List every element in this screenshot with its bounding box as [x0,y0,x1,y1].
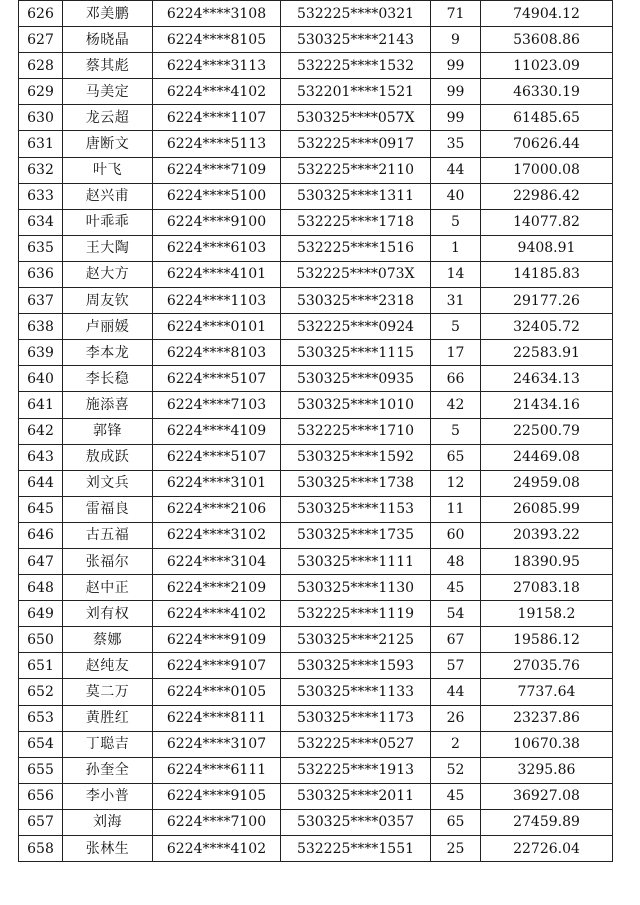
name-cell: 邓美鹏 [63,1,153,27]
amount-cell: 19158.2 [481,601,613,627]
name-cell: 刘海 [63,809,153,835]
row-number-cell: 657 [19,809,63,835]
row-number-cell: 654 [19,731,63,757]
name-cell: 赵纯友 [63,653,153,679]
count-cell: 2 [431,731,481,757]
id-number-cell: 530325****1130 [281,575,431,601]
table-row [19,783,613,809]
id-number-cell: 530325****1311 [281,183,431,209]
count-cell: 44 [431,157,481,183]
count-cell: 67 [431,627,481,653]
table-row [19,809,613,835]
table-row [19,392,613,418]
count-cell: 40 [431,183,481,209]
table-row [19,705,613,731]
id-number-cell: 530325****1593 [281,653,431,679]
row-number-cell: 644 [19,470,63,496]
table-row [19,601,613,627]
bank-card-cell: 6224****2109 [153,575,281,601]
name-cell: 王大陶 [63,235,153,261]
bank-card-cell: 6224****4102 [153,601,281,627]
bank-card-cell: 6224****1103 [153,288,281,314]
row-number-cell: 626 [19,1,63,27]
amount-cell: 61485.65 [481,105,613,131]
id-number-cell: 532225****1710 [281,418,431,444]
table-row [19,261,613,287]
count-cell: 45 [431,783,481,809]
count-cell: 48 [431,548,481,574]
id-number-cell: 530325****1592 [281,444,431,470]
bank-card-cell: 6224****0101 [153,314,281,340]
row-number-cell: 655 [19,757,63,783]
count-cell: 5 [431,209,481,235]
amount-cell: 9408.91 [481,235,613,261]
name-cell: 李本龙 [63,340,153,366]
id-number-cell: 532225****1718 [281,209,431,235]
id-number-cell: 532225****1119 [281,601,431,627]
bank-card-cell: 6224****6103 [153,235,281,261]
table-row [19,366,613,392]
row-number-cell: 643 [19,444,63,470]
amount-cell: 14185.83 [481,261,613,287]
row-number-cell: 634 [19,209,63,235]
bank-card-cell: 6224****1107 [153,105,281,131]
amount-cell: 36927.08 [481,783,613,809]
table-row [19,1,613,27]
amount-cell: 22986.42 [481,183,613,209]
count-cell: 44 [431,679,481,705]
bank-card-cell: 6224****7103 [153,392,281,418]
count-cell: 99 [431,79,481,105]
id-number-cell: 532201****1521 [281,79,431,105]
bank-card-cell: 6224****7109 [153,157,281,183]
amount-cell: 74904.12 [481,1,613,27]
amount-cell: 26085.99 [481,496,613,522]
row-number-cell: 639 [19,340,63,366]
name-cell: 郭锋 [63,418,153,444]
row-number-cell: 640 [19,366,63,392]
name-cell: 马美定 [63,79,153,105]
bank-card-cell: 6224****5113 [153,131,281,157]
count-cell: 52 [431,757,481,783]
row-number-cell: 646 [19,522,63,548]
id-number-cell: 530325****2125 [281,627,431,653]
row-number-cell: 649 [19,601,63,627]
id-number-cell: 532225****1516 [281,235,431,261]
table-row [19,314,613,340]
row-number-cell: 636 [19,261,63,287]
bank-card-cell: 6224****4102 [153,79,281,105]
roster-table [18,0,613,862]
amount-cell: 24959.08 [481,470,613,496]
name-cell: 叶飞 [63,157,153,183]
amount-cell: 21434.16 [481,392,613,418]
table-row [19,522,613,548]
table-row [19,288,613,314]
amount-cell: 7737.64 [481,679,613,705]
bank-card-cell: 6224****6111 [153,757,281,783]
count-cell: 65 [431,809,481,835]
name-cell: 张福尔 [63,548,153,574]
amount-cell: 29177.26 [481,288,613,314]
count-cell: 99 [431,53,481,79]
id-number-cell: 530325****1133 [281,679,431,705]
count-cell: 54 [431,601,481,627]
name-cell: 雷福良 [63,496,153,522]
name-cell: 敖成跃 [63,444,153,470]
roster-body [19,1,613,862]
table-row [19,340,613,366]
row-number-cell: 629 [19,79,63,105]
amount-cell: 32405.72 [481,314,613,340]
table-row [19,79,613,105]
row-number-cell: 658 [19,836,63,862]
amount-cell: 20393.22 [481,522,613,548]
bank-card-cell: 6224****7100 [153,809,281,835]
id-number-cell: 532225****0321 [281,1,431,27]
bank-card-cell: 6224****8105 [153,27,281,53]
row-number-cell: 637 [19,288,63,314]
bank-card-cell: 6224****5107 [153,444,281,470]
amount-cell: 18390.95 [481,548,613,574]
amount-cell: 23237.86 [481,705,613,731]
bank-card-cell: 6224****9105 [153,783,281,809]
table-row [19,444,613,470]
count-cell: 31 [431,288,481,314]
count-cell: 14 [431,261,481,287]
amount-cell: 11023.09 [481,53,613,79]
name-cell: 龙云超 [63,105,153,131]
row-number-cell: 656 [19,783,63,809]
id-number-cell: 532225****0924 [281,314,431,340]
row-number-cell: 651 [19,653,63,679]
count-cell: 57 [431,653,481,679]
name-cell: 蔡其彪 [63,53,153,79]
count-cell: 1 [431,235,481,261]
id-number-cell: 530325****0935 [281,366,431,392]
table-row [19,836,613,862]
name-cell: 施添喜 [63,392,153,418]
id-number-cell: 532225****0917 [281,131,431,157]
count-cell: 9 [431,27,481,53]
row-number-cell: 647 [19,548,63,574]
count-cell: 45 [431,575,481,601]
row-number-cell: 633 [19,183,63,209]
name-cell: 赵大方 [63,261,153,287]
amount-cell: 46330.19 [481,79,613,105]
table-row [19,131,613,157]
count-cell: 25 [431,836,481,862]
name-cell: 蔡娜 [63,627,153,653]
row-number-cell: 648 [19,575,63,601]
bank-card-cell: 6224****4109 [153,418,281,444]
amount-cell: 22583.91 [481,340,613,366]
count-cell: 26 [431,705,481,731]
count-cell: 60 [431,522,481,548]
count-cell: 71 [431,1,481,27]
count-cell: 65 [431,444,481,470]
amount-cell: 24469.08 [481,444,613,470]
name-cell: 李小普 [63,783,153,809]
amount-cell: 27459.89 [481,809,613,835]
row-number-cell: 627 [19,27,63,53]
table-row [19,548,613,574]
amount-cell: 17000.08 [481,157,613,183]
bank-card-cell: 6224****9107 [153,653,281,679]
bank-card-cell: 6224****3108 [153,1,281,27]
bank-card-cell: 6224****3107 [153,731,281,757]
amount-cell: 22726.04 [481,836,613,862]
amount-cell: 70626.44 [481,131,613,157]
row-number-cell: 641 [19,392,63,418]
amount-cell: 3295.86 [481,757,613,783]
amount-cell: 53608.86 [481,27,613,53]
table-row [19,209,613,235]
id-number-cell: 530325****2011 [281,783,431,809]
bank-card-cell: 6224****5100 [153,183,281,209]
name-cell: 黄胜红 [63,705,153,731]
row-number-cell: 630 [19,105,63,131]
name-cell: 赵兴甫 [63,183,153,209]
count-cell: 5 [431,418,481,444]
name-cell: 杨晓晶 [63,27,153,53]
count-cell: 66 [431,366,481,392]
bank-card-cell: 6224****2106 [153,496,281,522]
name-cell: 周友钦 [63,288,153,314]
name-cell: 刘文兵 [63,470,153,496]
name-cell: 唐断文 [63,131,153,157]
id-number-cell: 530325****1111 [281,548,431,574]
bank-card-cell: 6224****5107 [153,366,281,392]
amount-cell: 19586.12 [481,627,613,653]
id-number-cell: 530325****1153 [281,496,431,522]
id-number-cell: 532225****1913 [281,757,431,783]
bank-card-cell: 6224****4102 [153,836,281,862]
count-cell: 11 [431,496,481,522]
bank-card-cell: 6224****3113 [153,53,281,79]
table-row [19,183,613,209]
amount-cell: 22500.79 [481,418,613,444]
bank-card-cell: 6224****9100 [153,209,281,235]
name-cell: 刘有权 [63,601,153,627]
row-number-cell: 652 [19,679,63,705]
table-row [19,105,613,131]
amount-cell: 27083.18 [481,575,613,601]
id-number-cell: 530325****2143 [281,27,431,53]
count-cell: 42 [431,392,481,418]
row-number-cell: 628 [19,53,63,79]
name-cell: 莫二万 [63,679,153,705]
table-row [19,470,613,496]
row-number-cell: 632 [19,157,63,183]
id-number-cell: 532225****1551 [281,836,431,862]
table-row [19,627,613,653]
row-number-cell: 642 [19,418,63,444]
table-row [19,757,613,783]
name-cell: 孙奎全 [63,757,153,783]
table-row [19,53,613,79]
id-number-cell: 532225****1532 [281,53,431,79]
id-number-cell: 532225****0527 [281,731,431,757]
id-number-cell: 530325****1173 [281,705,431,731]
id-number-cell: 532225****2110 [281,157,431,183]
name-cell: 张林生 [63,836,153,862]
amount-cell: 10670.38 [481,731,613,757]
amount-cell: 14077.82 [481,209,613,235]
row-number-cell: 653 [19,705,63,731]
row-number-cell: 638 [19,314,63,340]
name-cell: 叶乖乖 [63,209,153,235]
bank-card-cell: 6224****4101 [153,261,281,287]
count-cell: 35 [431,131,481,157]
name-cell: 卢丽媛 [63,314,153,340]
bank-card-cell: 6224****3104 [153,548,281,574]
row-number-cell: 650 [19,627,63,653]
amount-cell: 27035.76 [481,653,613,679]
bank-card-cell: 6224****3102 [153,522,281,548]
id-number-cell: 530325****0357 [281,809,431,835]
table-row [19,679,613,705]
id-number-cell: 530325****1735 [281,522,431,548]
bank-card-cell: 6224****0105 [153,679,281,705]
count-cell: 99 [431,105,481,131]
row-number-cell: 631 [19,131,63,157]
table-row [19,418,613,444]
table-row [19,575,613,601]
amount-cell: 24634.13 [481,366,613,392]
row-number-cell: 635 [19,235,63,261]
bank-card-cell: 6224****3101 [153,470,281,496]
table-row [19,157,613,183]
count-cell: 12 [431,470,481,496]
table-row [19,496,613,522]
name-cell: 李长稳 [63,366,153,392]
bank-card-cell: 6224****8111 [153,705,281,731]
id-number-cell: 530325****1010 [281,392,431,418]
table-row [19,653,613,679]
id-number-cell: 530325****057X [281,105,431,131]
table-row [19,235,613,261]
row-number-cell: 645 [19,496,63,522]
count-cell: 5 [431,314,481,340]
id-number-cell: 530325****1115 [281,340,431,366]
bank-card-cell: 6224****9109 [153,627,281,653]
table-row [19,731,613,757]
name-cell: 赵中正 [63,575,153,601]
bank-card-cell: 6224****8103 [153,340,281,366]
table-row [19,27,613,53]
id-number-cell: 532225****073X [281,261,431,287]
name-cell: 丁聪吉 [63,731,153,757]
id-number-cell: 530325****1738 [281,470,431,496]
count-cell: 17 [431,340,481,366]
name-cell: 古五福 [63,522,153,548]
id-number-cell: 530325****2318 [281,288,431,314]
